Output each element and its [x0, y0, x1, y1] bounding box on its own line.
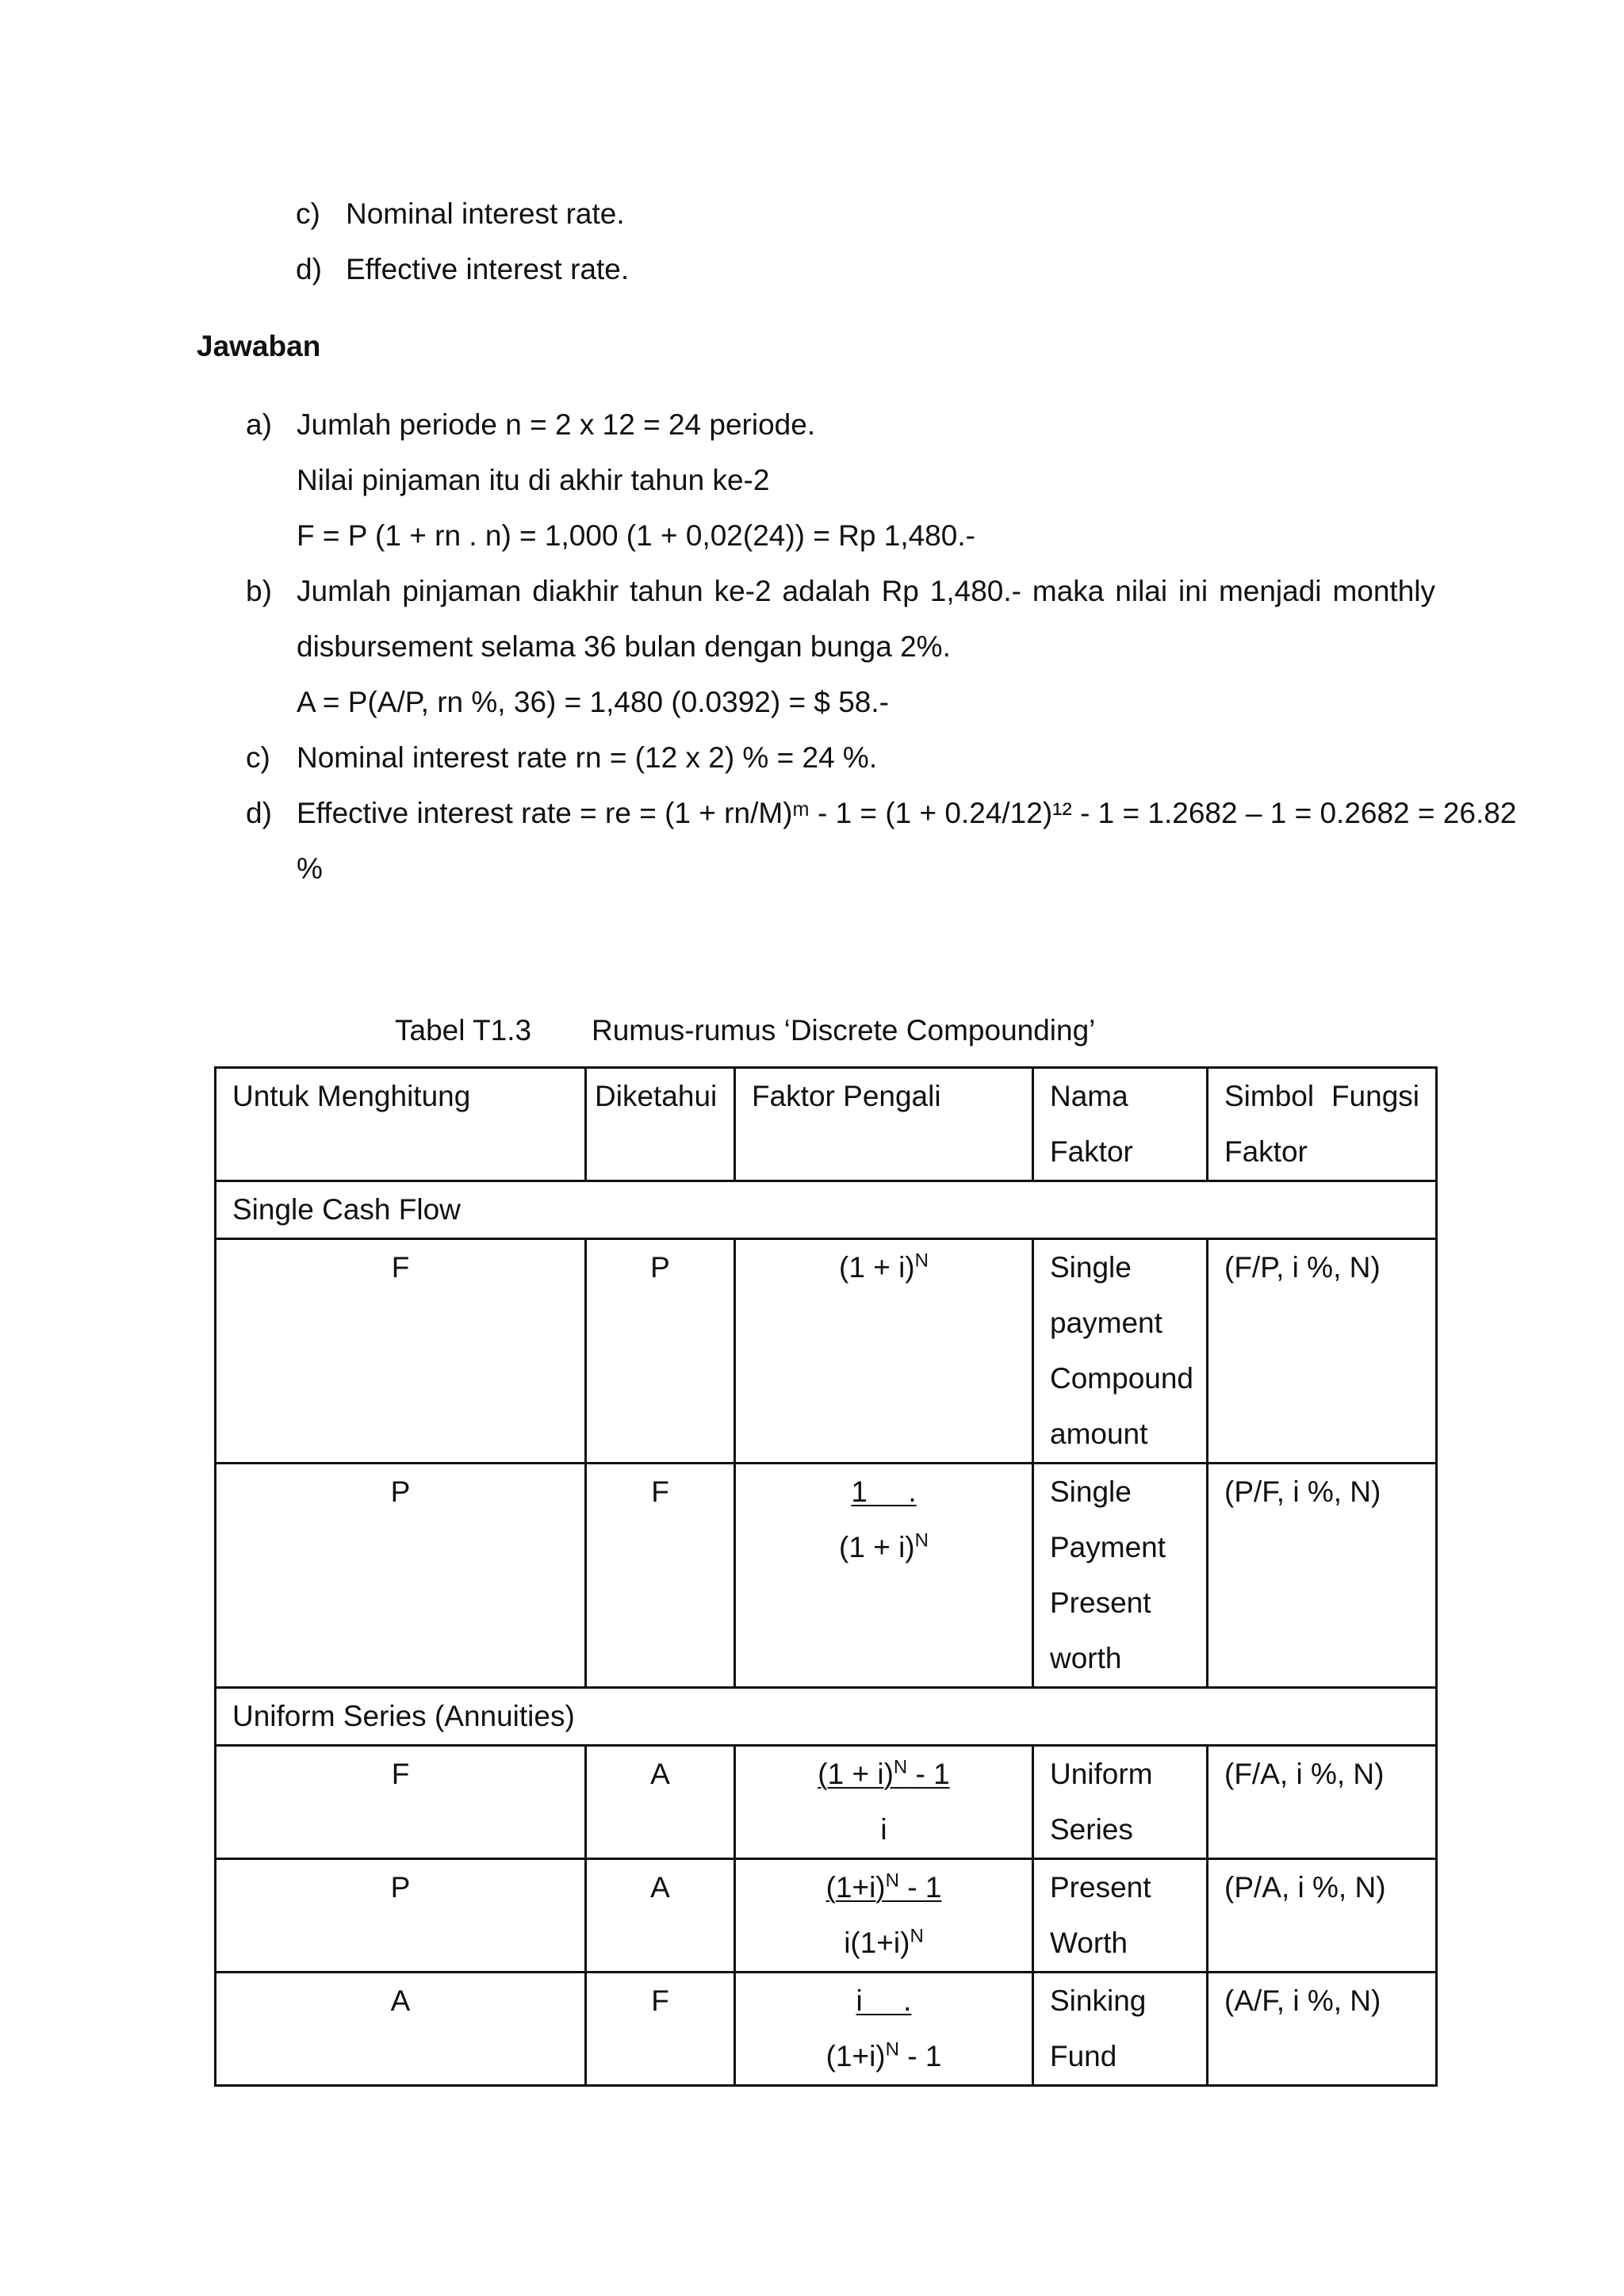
cell-symbol: (F/P, i %, N) [1208, 1239, 1437, 1464]
answer-d-line-2: % [297, 852, 323, 885]
answer-label-b: b) [246, 575, 272, 607]
header-text: Untuk Menghitung [232, 1080, 471, 1112]
section-title: Uniform Series (Annuities) [216, 1688, 1437, 1746]
factor-exponent: N [910, 1925, 924, 1947]
section-title: Single Cash Flow [216, 1181, 1437, 1239]
answer-b-line-2: disbursement selama 36 bulan dengan bunga 2%. [297, 630, 951, 663]
answer-label-a: a) [246, 408, 272, 441]
table-row [216, 1746, 1437, 1859]
header-text: Faktor [1050, 1135, 1133, 1168]
answer-b-line-1 [297, 572, 1435, 610]
word: Rp [881, 575, 919, 607]
factor-exponent: N [893, 1756, 908, 1778]
answer-label-d: d) [246, 797, 272, 829]
cell-given: A [586, 1859, 735, 1973]
factor-denominator: (1 + i) [839, 1531, 915, 1563]
factor-exponent: N [914, 1529, 929, 1552]
table-caption-label: Tabel T1.3 [395, 1014, 532, 1047]
table-row [216, 1859, 1437, 1973]
word: tahun [630, 575, 703, 607]
factor-base: (1 + i) [839, 1251, 915, 1284]
cell-factor-name [1033, 1973, 1208, 2086]
cell-find: F [216, 1239, 586, 1464]
word: ini [1178, 575, 1208, 607]
cell-given: F [586, 1464, 735, 1688]
cell-symbol: (F/A, i %, N) [1208, 1746, 1437, 1859]
word: adalah [782, 575, 871, 607]
word: Jumlah [297, 575, 392, 607]
word: diakhir [532, 575, 619, 607]
name-line: worth [1050, 1642, 1122, 1674]
list-label-d: d) [296, 253, 322, 285]
answer-b-line-3: A = P(A/P, rn %, 36) = 1,480 (0.0392) = $ 58.- [297, 686, 889, 718]
table-header-row [216, 1068, 1437, 1181]
name-line: Fund [1050, 2040, 1117, 2072]
denominator-tail: - 1 [898, 2040, 942, 2072]
header-text: Faktor [1224, 1135, 1308, 1168]
answer-label-c: c) [246, 741, 270, 774]
factor-exponent: N [914, 1249, 929, 1272]
numerator-base: (1+i) [825, 1871, 886, 1904]
header-simbol-fungsi-faktor [1208, 1068, 1437, 1181]
name-line: Sinking [1050, 1984, 1147, 2017]
cell-find: A [216, 1973, 586, 2086]
name-line: payment [1050, 1307, 1162, 1339]
factor-numerator [826, 1871, 942, 1904]
cell-factor-name [1033, 1464, 1208, 1688]
name-line: Present [1050, 1586, 1151, 1619]
cell-symbol: (P/A, i %, N) [1208, 1859, 1437, 1973]
name-line: Uniform [1050, 1758, 1153, 1790]
word: monthly [1332, 575, 1435, 607]
header-text: Faktor Pengali [752, 1080, 941, 1112]
cell-given: F [586, 1973, 735, 2086]
table-row [216, 1239, 1437, 1464]
name-line: Worth [1050, 1927, 1128, 1959]
name-line: Present [1050, 1871, 1151, 1904]
word: menjadi [1218, 575, 1322, 607]
cell-factor [735, 1859, 1033, 1973]
header-untuk-menghitung [216, 1068, 586, 1181]
factor-denominator: i [880, 1813, 887, 1846]
word: nilai [1115, 575, 1168, 607]
table-row [216, 1973, 1437, 2086]
cell-factor-name [1033, 1239, 1208, 1464]
name-line: Compound [1050, 1362, 1194, 1395]
numerator-tail: - 1 [907, 1758, 950, 1790]
header-faktor-pengali [735, 1068, 1033, 1181]
answer-c-line-1: Nominal interest rate rn = (12 x 2) % = 24 %. [297, 741, 878, 774]
cell-given: P [586, 1239, 735, 1464]
header-nama-faktor [1033, 1068, 1208, 1181]
cell-find: P [216, 1464, 586, 1688]
name-line: Series [1050, 1813, 1133, 1846]
name-line: Payment [1050, 1531, 1166, 1563]
numerator-base: (1 + i) [818, 1758, 894, 1790]
factor-numerator [818, 1758, 949, 1790]
cell-factor [735, 1973, 1033, 2086]
header-text: Simbol [1224, 1080, 1315, 1112]
factor-denominator: i(1+i) [844, 1927, 910, 1959]
factor-numerator: i . [856, 1984, 912, 2017]
table-row [216, 1464, 1437, 1688]
cell-factor [735, 1746, 1033, 1859]
factor-numerator: 1 . [851, 1475, 917, 1508]
factor-exponent: N [885, 1869, 899, 1892]
name-line: Single [1050, 1251, 1132, 1284]
cell-symbol: (P/F, i %, N) [1208, 1464, 1437, 1688]
name-line: Single [1050, 1475, 1132, 1508]
list-label-c: c) [296, 197, 320, 230]
factor-denominator: (1+i) [825, 2040, 886, 2072]
discrete-compounding-table [214, 1066, 1438, 2087]
header-text: Diketahui [595, 1080, 718, 1112]
cell-find: P [216, 1859, 586, 1973]
numerator-tail: - 1 [898, 1871, 942, 1904]
cell-find: F [216, 1746, 586, 1859]
cell-given: A [586, 1746, 735, 1859]
list-item-effective-rate: Effective interest rate. [346, 253, 630, 285]
cell-symbol: (A/F, i %, N) [1208, 1973, 1437, 2086]
word: pinjaman [402, 575, 522, 607]
section-row-single-cash-flow [216, 1181, 1437, 1239]
header-text: Nama [1050, 1080, 1128, 1112]
table-caption-title: Rumus-rumus ‘Discrete Compounding’ [592, 1014, 1096, 1047]
cell-factor-name [1033, 1859, 1208, 1973]
answer-d-line-1: Effective interest rate = re = (1 + rn/M)ᵐ - 1 = (1 + 0.24/12)¹² - 1 = 1.2682 – 1 = 0.2682 = 26.82 [297, 797, 1517, 829]
word: ke-2 [714, 575, 772, 607]
word: maka [1032, 575, 1105, 607]
header-diketahui [586, 1068, 735, 1181]
answer-a-line-2: Nilai pinjaman itu di akhir tahun ke-2 [297, 464, 770, 496]
answer-a-line-3: F = P (1 + rn . n) = 1,000 (1 + 0,02(24)) = Rp 1,480.- [297, 519, 975, 552]
cell-factor-name [1033, 1746, 1208, 1859]
answer-heading: Jawaban [197, 330, 321, 362]
list-item-nominal-rate: Nominal interest rate. [346, 197, 625, 230]
header-text: Fungsi [1331, 1080, 1419, 1112]
factor-exponent: N [885, 2038, 899, 2061]
answer-a-line-1: Jumlah periode n = 2 x 12 = 24 periode. [297, 408, 816, 441]
word: 1,480.- [929, 575, 1021, 607]
section-row-uniform-series [216, 1688, 1437, 1746]
cell-factor [735, 1464, 1033, 1688]
cell-factor [735, 1239, 1033, 1464]
name-line: amount [1050, 1418, 1148, 1450]
